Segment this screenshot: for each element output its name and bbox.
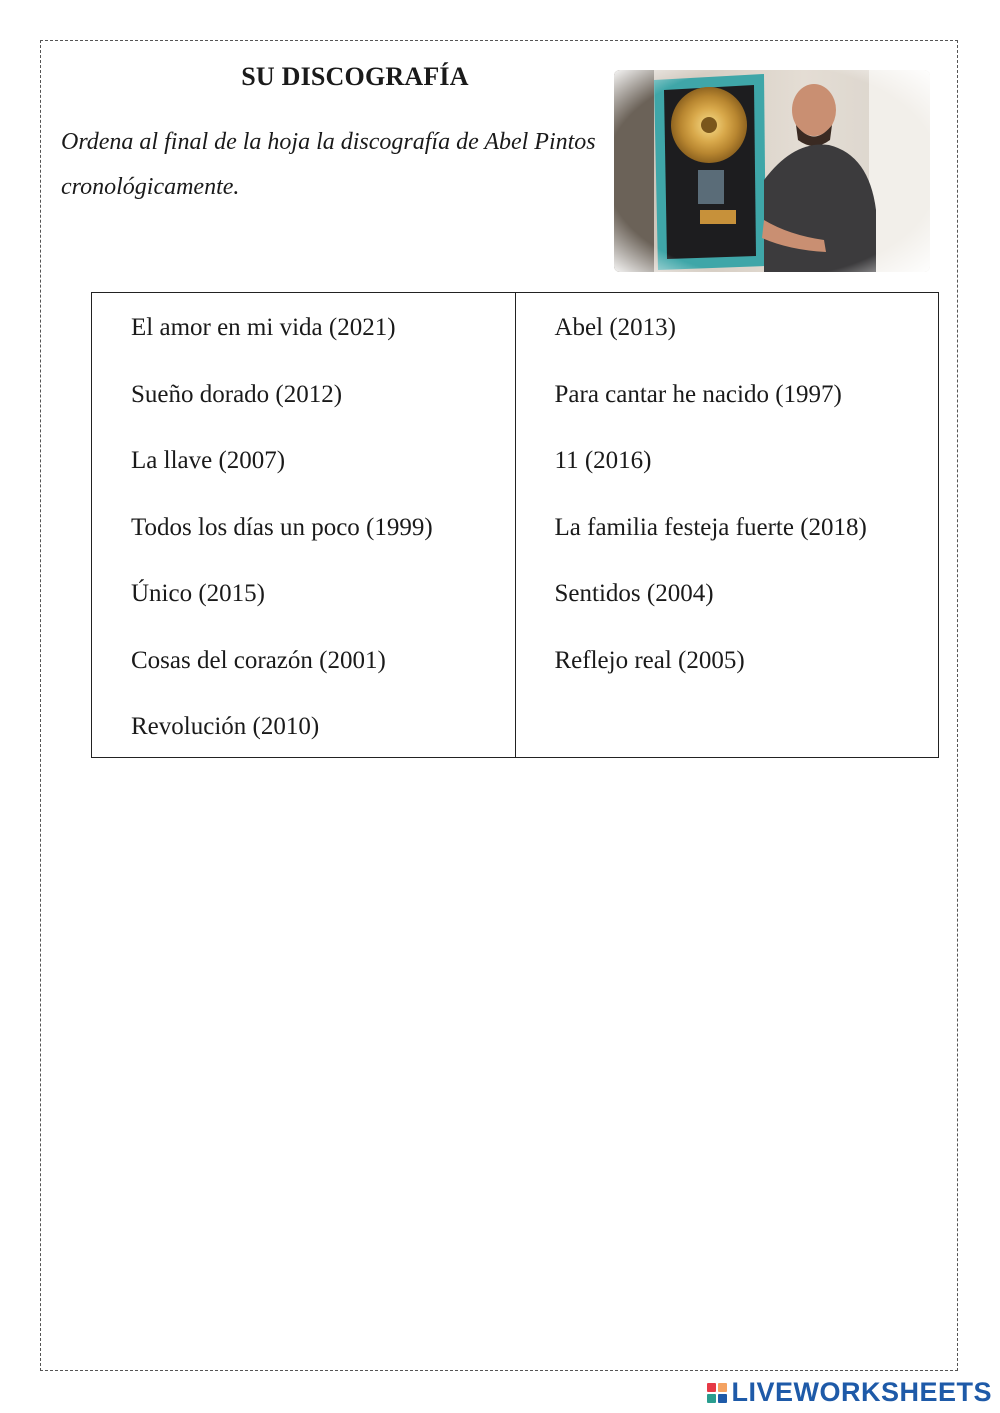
- album-item: Todos los días un poco (1999): [131, 513, 433, 541]
- discography-column-left: [92, 293, 516, 757]
- worksheet-title: SU DISCOGRAFÍA: [241, 62, 469, 91]
- album-item: 11 (2016): [554, 447, 652, 474]
- album-item: Cosas del corazón (2001): [131, 646, 386, 674]
- album-item: Revolución (2010): [131, 713, 320, 740]
- album-item: Para cantar he nacido (1997): [554, 380, 842, 408]
- album-item: Reflejo real (2005): [554, 646, 745, 674]
- album-item: Único (2015): [131, 580, 265, 607]
- album-item: El amor en mi vida (2021): [131, 314, 396, 341]
- discography-table: [91, 292, 939, 758]
- worksheet-instructions: Ordena al final de la hoja la discografía de Abel Pintos cronológicamente.: [61, 129, 596, 200]
- liveworksheets-watermark: [707, 1377, 992, 1408]
- album-item: Sentidos (2004): [554, 580, 714, 607]
- liveworksheets-logo-icon: [707, 1383, 727, 1403]
- discography-column-right: [516, 293, 939, 757]
- gold-record-photo-icon: [614, 70, 930, 272]
- album-item: Sueño dorado (2012): [131, 380, 343, 408]
- album-item: La familia festeja fuerte (2018): [554, 513, 867, 541]
- album-item: La llave (2007): [131, 447, 286, 474]
- watermark-text: LIVEWORKSHEETS: [731, 1377, 992, 1407]
- album-item: Abel (2013): [554, 314, 676, 341]
